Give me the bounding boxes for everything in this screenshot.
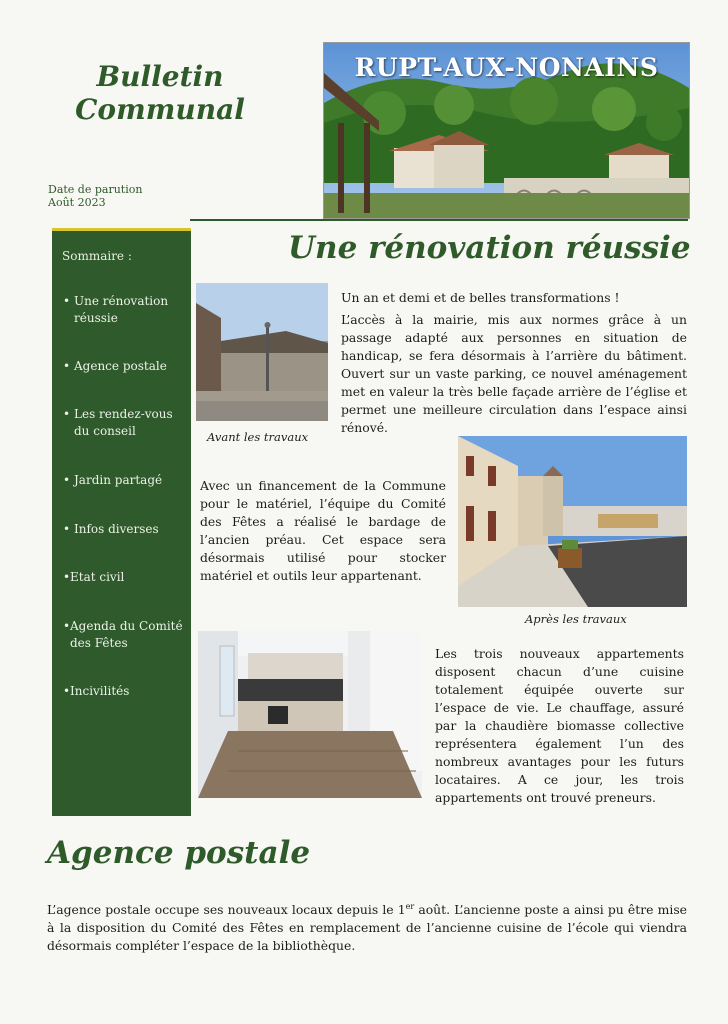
article-paragraph-preau: Avec un financement de la Commune pour le matériel, l’équipe du Comité des Fêtes a réalisé le bardage de l’ancien préau. Cet espace sera désormais utilisé pour stocker matériel et outils leur appartenant. [200, 478, 446, 583]
bullet-icon: • [63, 522, 71, 536]
toc-item-agenda-comite[interactable] [52, 618, 191, 652]
bullet-icon: • [63, 359, 71, 373]
article-headline-renovation: Une rénovation réussie [288, 230, 691, 266]
publication-date [48, 183, 142, 209]
article-headline-agence-postale: Agence postale [47, 835, 311, 871]
sidebar-heading: Sommaire : [62, 249, 132, 263]
bulletin-title-line2: Communal [75, 93, 245, 126]
toc-item-jardin-partage[interactable] [52, 472, 191, 489]
publication-date-label: Date de parution [48, 183, 143, 196]
article-intro: Un an et demi et de belles transformations ! [341, 290, 620, 305]
bullet-icon: • [63, 407, 71, 421]
village-banner-photo [323, 42, 690, 219]
publication-date-value: Août 2023 [48, 196, 106, 209]
header-divider [190, 219, 688, 221]
bullet-icon: • [63, 473, 71, 487]
apartment-kitchen-image [198, 631, 422, 798]
agence-text-part1: L’agence postale occupe ses nouveaux locaux depuis le 1 [47, 902, 406, 918]
bulletin-title [40, 60, 280, 126]
toc-item-incivilites[interactable] [52, 683, 191, 700]
toc-item-label: Incivilités [70, 684, 130, 698]
toc-item-rendez-vous-conseil[interactable] [52, 406, 191, 440]
toc-item-label: Etat civil [70, 570, 125, 584]
agence-text-part2: août. L’ancienne poste a ainsi pu être mise à la disposition du Comité des Fêtes en remplacement de l’ancienne cuisine de l’école qui viendra désormais compléter l’espace de la bibliothèque. [47, 902, 688, 954]
toc-item-infos-diverses[interactable] [52, 521, 191, 538]
caption-after-works: Après les travaux [525, 612, 627, 626]
caption-before-works: Avant les travaux [207, 430, 309, 444]
article-paragraph-access: L’accès à la mairie, mis aux normes grâce à un passage adapté aux personnes en situation de handicap, se fera désormais à l’arrière du bâtiment. Ouvert sur un vaste parking, ce nouvel aménagement met en valeur la très belle façade arrière de l’église et permet une meilleure circulation dans l’espace ainsi rénové. [341, 312, 687, 435]
ordinal-suffix: er [405, 902, 415, 911]
toc-item-label: Agence postale [74, 359, 167, 373]
toc-item-etat-civil[interactable] [52, 569, 191, 586]
before-works-image [196, 283, 328, 421]
photo-before-works [196, 283, 328, 421]
toc-item-label: Les rendez-vous du conseil [74, 407, 173, 438]
article-paragraph-apartments: Les trois nouveaux appartements disposent chacun d’une cuisine totalement équipée ouverte sur l’espace de vie. Le chauffage, assuré par la chaudière biomasse collective représentera également l’un des nombreux avantages pour les futurs locataires. A ce jour, les trois appartements ont trouvé preneurs. [435, 646, 684, 805]
bullet-icon: • [63, 684, 71, 698]
sidebar-summary [52, 228, 191, 816]
bullet-icon: • [63, 619, 71, 633]
banner-title: RUPT-AUX-NONAINS [354, 53, 659, 82]
toc-item-label: Infos diverses [74, 522, 159, 536]
photo-apartment-kitchen [198, 631, 422, 798]
bullet-icon: • [63, 570, 71, 584]
bullet-icon: • [63, 294, 71, 308]
toc-item-agence-postale[interactable] [52, 358, 191, 375]
photo-after-works [458, 436, 687, 607]
after-works-image [458, 436, 687, 607]
toc-item-label: Jardin partagé [74, 473, 163, 487]
toc-item-renovation[interactable] [52, 293, 191, 327]
article-paragraph-agence-postale [47, 898, 687, 955]
bulletin-title-line1: Bulletin [96, 60, 224, 93]
toc-item-label: Une rénovation réussie [74, 294, 169, 325]
toc-item-label: Agenda du Comité des Fêtes [70, 619, 183, 650]
